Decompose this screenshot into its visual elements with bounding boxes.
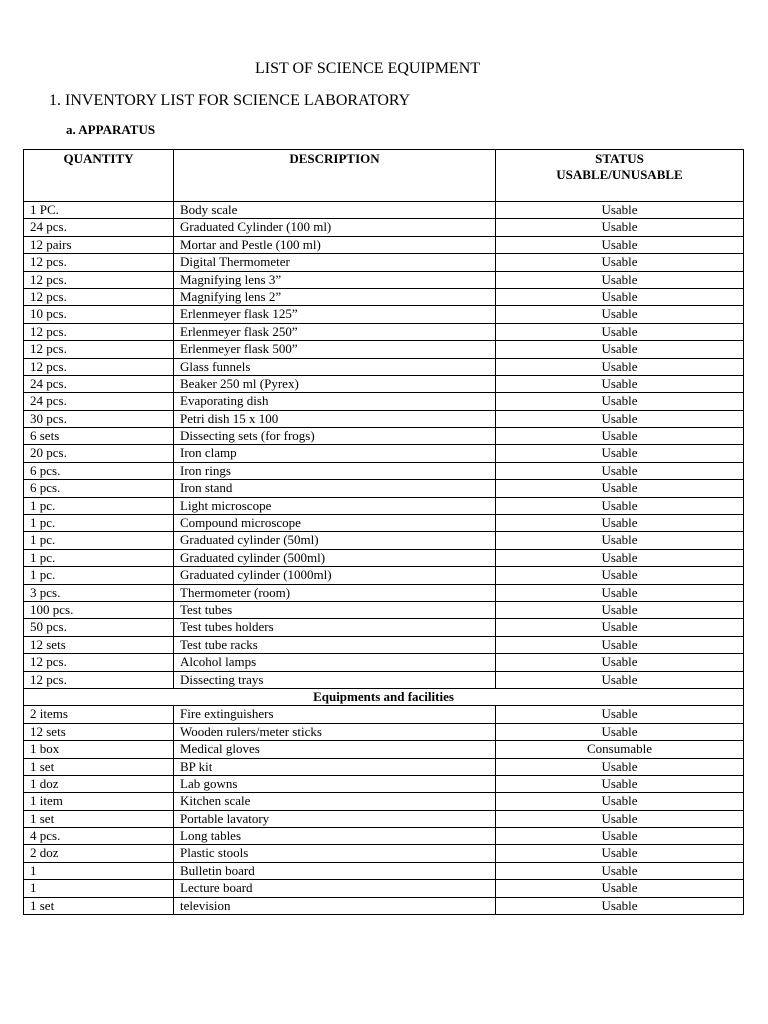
table-row [24,428,744,445]
table-row [24,758,744,775]
quantity-cell: 24 pcs. [24,219,174,236]
description-cell: Medical gloves [174,741,496,758]
status-cell: Usable [496,532,744,549]
description-cell: Graduated Cylinder (100 ml) [174,219,496,236]
status-cell: Usable [496,862,744,879]
table-row [24,410,744,427]
description-cell: Glass funnels [174,358,496,375]
description-cell: Dissecting trays [174,671,496,688]
quantity-cell: 1 [24,862,174,879]
status-cell: Usable [496,462,744,479]
table-row [24,671,744,688]
description-cell: Graduated cylinder (50ml) [174,532,496,549]
quantity-cell: 1 set [24,810,174,827]
description-cell: Portable lavatory [174,810,496,827]
table-row [24,271,744,288]
table-row [24,202,744,219]
quantity-cell: 1 doz [24,775,174,792]
quantity-cell: 24 pcs. [24,375,174,392]
table-row [24,810,744,827]
equipment-section-row [24,688,744,705]
description-cell: Evaporating dish [174,393,496,410]
quantity-cell: 1 pc. [24,515,174,532]
quantity-cell: 12 sets [24,723,174,740]
status-cell: Usable [496,775,744,792]
status-header-line2: USABLE/UNUSABLE [556,167,683,182]
description-cell: Erlenmeyer flask 125” [174,306,496,323]
description-cell: Fire extinguishers [174,706,496,723]
description-cell: Test tubes [174,601,496,618]
quantity-cell: 12 pcs. [24,271,174,288]
table-row [24,462,744,479]
table-row [24,828,744,845]
quantity-cell: 1 PC. [24,202,174,219]
table-row [24,619,744,636]
status-cell: Usable [496,671,744,688]
status-cell: Usable [496,219,744,236]
status-cell: Usable [496,619,744,636]
table-row [24,288,744,305]
description-cell: Test tubes holders [174,619,496,636]
quantity-cell: 1 box [24,741,174,758]
description-header: DESCRIPTION [174,150,496,202]
table-row [24,323,744,340]
description-cell: Magnifying lens 3” [174,271,496,288]
quantity-cell: 2 doz [24,845,174,862]
quantity-cell: 6 sets [24,428,174,445]
table-row [24,845,744,862]
table-row [24,393,744,410]
description-cell: Digital Thermometer [174,254,496,271]
table-row [24,497,744,514]
status-cell: Usable [496,584,744,601]
table-row [24,306,744,323]
status-cell: Consumable [496,741,744,758]
quantity-header: QUANTITY [24,150,174,202]
description-cell: Wooden rulers/meter sticks [174,723,496,740]
table-row [24,793,744,810]
status-cell: Usable [496,393,744,410]
quantity-cell: 50 pcs. [24,619,174,636]
table-row [24,601,744,618]
status-cell: Usable [496,567,744,584]
table-body [24,202,744,915]
equipment-section-label: Equipments and facilities [24,688,744,705]
status-cell: Usable [496,254,744,271]
inventory-table [23,149,744,915]
quantity-cell: 100 pcs. [24,601,174,618]
description-cell: Graduated cylinder (500ml) [174,549,496,566]
description-cell: Alcohol lamps [174,654,496,671]
description-cell: Beaker 250 ml (Pyrex) [174,375,496,392]
table-row [24,654,744,671]
quantity-cell: 4 pcs. [24,828,174,845]
description-cell: Kitchen scale [174,793,496,810]
description-cell: Iron clamp [174,445,496,462]
quantity-cell: 1 pc. [24,567,174,584]
status-cell: Usable [496,202,744,219]
status-header [496,150,744,202]
table-row [24,741,744,758]
description-cell: Compound microscope [174,515,496,532]
status-header-line1: STATUS [595,151,644,166]
description-cell: Plastic stools [174,845,496,862]
status-cell: Usable [496,323,744,340]
description-cell: Lecture board [174,880,496,897]
status-cell: Usable [496,271,744,288]
description-cell: BP kit [174,758,496,775]
quantity-cell: 1 item [24,793,174,810]
description-cell: Body scale [174,202,496,219]
description-cell: Erlenmeyer flask 250” [174,323,496,340]
table-row [24,636,744,653]
status-cell: Usable [496,723,744,740]
status-cell: Usable [496,288,744,305]
table-row [24,584,744,601]
description-cell: Dissecting sets (for frogs) [174,428,496,445]
table-row [24,775,744,792]
table-row [24,445,744,462]
quantity-cell: 1 set [24,758,174,775]
quantity-cell: 3 pcs. [24,584,174,601]
status-cell: Usable [496,497,744,514]
subsection-heading: a. APPARATUS [66,122,156,137]
status-cell: Usable [496,236,744,253]
table-row [24,341,744,358]
description-cell: Erlenmeyer flask 500” [174,341,496,358]
table-row [24,254,744,271]
quantity-cell: 12 pairs [24,236,174,253]
status-cell: Usable [496,410,744,427]
quantity-cell: 24 pcs. [24,393,174,410]
status-cell: Usable [496,793,744,810]
status-cell: Usable [496,636,744,653]
table-row [24,515,744,532]
status-cell: Usable [496,358,744,375]
quantity-cell: 12 pcs. [24,358,174,375]
table-row [24,897,744,914]
table-row [24,219,744,236]
section-heading: 1. INVENTORY LIST FOR SCIENCE LABORATORY [49,92,411,109]
description-cell: Magnifying lens 2” [174,288,496,305]
quantity-cell: 6 pcs. [24,462,174,479]
quantity-cell: 12 pcs. [24,671,174,688]
quantity-cell: 2 items [24,706,174,723]
quantity-cell: 6 pcs. [24,480,174,497]
description-cell: Light microscope [174,497,496,514]
table-row [24,880,744,897]
quantity-cell: 12 pcs. [24,288,174,305]
table-row [24,723,744,740]
table-row [24,862,744,879]
quantity-cell: 1 pc. [24,497,174,514]
status-cell: Usable [496,654,744,671]
description-cell: Thermometer (room) [174,584,496,601]
description-cell: Graduated cylinder (1000ml) [174,567,496,584]
description-cell: Bulletin board [174,862,496,879]
table-row [24,549,744,566]
status-cell: Usable [496,897,744,914]
description-cell: Petri dish 15 x 100 [174,410,496,427]
status-cell: Usable [496,828,744,845]
description-cell: Mortar and Pestle (100 ml) [174,236,496,253]
status-cell: Usable [496,845,744,862]
status-cell: Usable [496,810,744,827]
table-row [24,567,744,584]
description-cell: television [174,897,496,914]
quantity-cell: 12 pcs. [24,654,174,671]
description-cell: Iron rings [174,462,496,479]
quantity-cell: 12 sets [24,636,174,653]
status-cell: Usable [496,375,744,392]
description-cell: Iron stand [174,480,496,497]
status-cell: Usable [496,445,744,462]
quantity-cell: 12 pcs. [24,341,174,358]
status-cell: Usable [496,515,744,532]
table-row [24,358,744,375]
quantity-cell: 12 pcs. [24,323,174,340]
quantity-cell: 30 pcs. [24,410,174,427]
quantity-cell: 12 pcs. [24,254,174,271]
status-cell: Usable [496,758,744,775]
status-cell: Usable [496,306,744,323]
table-row [24,706,744,723]
quantity-cell: 1 set [24,897,174,914]
quantity-cell: 1 pc. [24,549,174,566]
document-title: LIST OF SCIENCE EQUIPMENT [254,60,481,77]
status-cell: Usable [496,601,744,618]
quantity-cell: 1 pc. [24,532,174,549]
status-cell: Usable [496,706,744,723]
description-cell: Test tube racks [174,636,496,653]
description-cell: Long tables [174,828,496,845]
quantity-cell: 1 [24,880,174,897]
description-cell: Lab gowns [174,775,496,792]
status-cell: Usable [496,480,744,497]
table-row [24,532,744,549]
table-row [24,236,744,253]
table-row [24,375,744,392]
status-cell: Usable [496,428,744,445]
status-cell: Usable [496,341,744,358]
status-cell: Usable [496,549,744,566]
table-row [24,480,744,497]
quantity-cell: 10 pcs. [24,306,174,323]
status-cell: Usable [496,880,744,897]
quantity-cell: 20 pcs. [24,445,174,462]
table-header-row [24,150,744,202]
